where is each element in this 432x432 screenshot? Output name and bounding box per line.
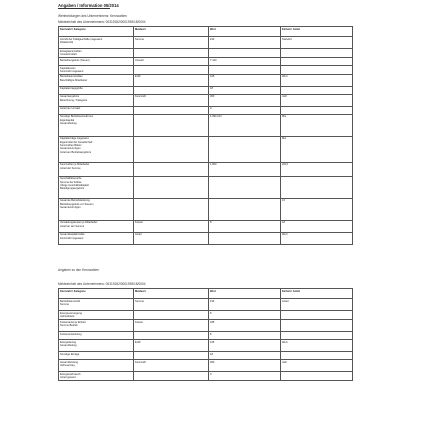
- cell-unit: Jahr: [281, 359, 353, 371]
- cell-value: 18: [209, 86, 281, 94]
- table-header-row: [59, 27, 353, 37]
- cell-label: [59, 331, 134, 339]
- table-row: [59, 57, 353, 65]
- cell-label-line: Kennzahlen Bilanz: [60, 143, 82, 147]
- cell-value: 1.903: [209, 162, 281, 176]
- column-header-einheit: Einheit / Anteil: [281, 289, 353, 299]
- cell-value: [209, 176, 281, 198]
- cell-type: [134, 49, 209, 58]
- cell-label-line: Berechnung / Kategorie: [60, 98, 88, 102]
- cell-label: [59, 37, 134, 49]
- table-row: [59, 319, 353, 331]
- cell-type: [134, 311, 209, 320]
- cell-label: [59, 106, 134, 114]
- cell-label-line: Eigenkapital: [60, 118, 75, 122]
- cell-label: [59, 232, 134, 244]
- cell-label-line: Betriebskennzahlen: [60, 75, 83, 79]
- cell-label: [59, 371, 134, 380]
- cell-type: [134, 106, 209, 114]
- cell-label-line: Gesamtbetrag: [60, 343, 77, 347]
- cell-type: [134, 86, 209, 94]
- document-title: Angaben / Information 05/2014: [58, 3, 119, 8]
- column-header-kennzahl: Kennzahl / Kategorie: [59, 27, 134, 37]
- table-row: [59, 136, 353, 162]
- cell-label-line: Gesamte Betriebsleistung: [60, 199, 90, 203]
- cell-label-line: Kapitalertragsgröße: [60, 87, 83, 91]
- cell-type: Anteil: [134, 232, 209, 244]
- cell-label: [59, 94, 134, 106]
- cell-value: [209, 65, 281, 74]
- cell-type: Kennzahl: [134, 359, 209, 371]
- cell-unit: [281, 106, 353, 114]
- cell-value: 7.410: [209, 57, 281, 65]
- cell-label: [59, 86, 134, 94]
- cell-label-line: Jahresbilanz: [60, 315, 75, 319]
- data-table-2: [58, 288, 353, 381]
- data-table-1: [58, 26, 353, 245]
- cell-type: Umsatz: [134, 57, 209, 65]
- cell-label-line: Sonstige Betriebseinnahmen: [60, 115, 94, 119]
- cell-unit: Wert: [281, 74, 353, 86]
- cell-label-line: Summe der Erlöse: [60, 180, 82, 184]
- cell-label: [59, 57, 134, 65]
- cell-type: [134, 114, 209, 136]
- cell-type: [134, 198, 209, 220]
- cell-label: [59, 359, 134, 371]
- cell-unit: [281, 57, 353, 65]
- cell-label: [59, 299, 134, 311]
- cell-value: 193: [209, 299, 281, 311]
- cell-label-line: Gesamtkapitalrendite: [60, 233, 85, 237]
- table-row: [59, 94, 353, 106]
- table-row: [59, 65, 353, 74]
- table-row: [59, 371, 353, 380]
- cell-label-line: Kennzahlen je Mitarbeiter: [60, 163, 90, 167]
- cell-value: 0: [209, 371, 281, 380]
- cell-label-line: Energieverbrauch: [60, 372, 81, 376]
- table-row: [59, 351, 353, 359]
- cell-label: [59, 339, 134, 351]
- cell-label-line: Kapitalkosten: [60, 66, 76, 70]
- cell-label-line: Betriebsergebnis vor Steuern: [60, 202, 94, 206]
- cell-label-line: Betriebskennzahl: [60, 299, 80, 303]
- cell-type: [134, 331, 209, 339]
- section-identifier: Meldeeinheit des Unternehmens: 00319182/0001939/18/0004: [58, 282, 146, 286]
- cell-label-line: Kapitalerträge insgesamt: [60, 137, 89, 141]
- cell-type: EUR: [134, 74, 209, 86]
- table-row: [59, 198, 353, 220]
- cell-label-line: Energiebezug: [60, 340, 77, 344]
- cell-type: Kosten: [134, 319, 209, 331]
- cell-type: Kennzahl: [134, 94, 209, 106]
- table-row: [59, 359, 353, 371]
- cell-unit: Anteil: [281, 299, 353, 311]
- cell-label-line: Betriebsergebnis (Steuer): [60, 58, 90, 62]
- cell-label-line: Anteil am Betriebsergebnis: [60, 150, 91, 154]
- cell-label: [59, 162, 134, 176]
- table-row: [59, 49, 353, 58]
- cell-unit: Wert: [281, 339, 353, 351]
- cell-label-line: Sonstige Erträge: [60, 352, 80, 356]
- table-row: [59, 176, 353, 198]
- cell-unit: 2013: [281, 162, 353, 176]
- title-underline: [58, 8, 110, 9]
- cell-unit: Wert: [281, 232, 353, 244]
- cell-value: 8: [209, 331, 281, 339]
- cell-unit: [281, 176, 353, 198]
- cell-label: [59, 49, 134, 58]
- cell-unit: 18: [281, 220, 353, 232]
- cell-unit: Mio: [281, 114, 353, 136]
- cell-label: [59, 65, 134, 74]
- cell-label-line: Kennzahl insgesamt: [60, 69, 84, 73]
- cell-label-line: Jahresertrag: [60, 363, 75, 367]
- table-row: [59, 162, 353, 176]
- cell-label-line: Verwaltungskosten je Mitarbeiter: [60, 221, 98, 225]
- cell-label-line: Anteil am Umsatz: [60, 107, 81, 111]
- table-row: [59, 37, 353, 49]
- cell-value: 8: [209, 220, 281, 232]
- cell-unit: [281, 311, 353, 320]
- cell-unit: [281, 86, 353, 94]
- cell-label-line: Geschäftsbereiche: [60, 177, 82, 181]
- cell-value: 360: [209, 94, 281, 106]
- column-header-wert: Wert: [209, 289, 281, 299]
- cell-type: Summe: [134, 299, 209, 311]
- document-identifier: Meldeeinheit des Unternehmens: 00319182/0001939/18/0004: [58, 20, 146, 24]
- cell-unit: [281, 371, 353, 380]
- cell-value: 105: [209, 74, 281, 86]
- table-row: [59, 331, 353, 339]
- cell-unit: [281, 65, 353, 74]
- cell-label-line: Übrige Geschäftstätigkeit: [60, 183, 89, 187]
- cell-label-line: Anteil gesamt: [60, 375, 76, 379]
- table-row: [59, 232, 353, 244]
- cell-value: 105: [209, 339, 281, 351]
- cell-label-line: Ertragskennzahlen: [60, 49, 82, 53]
- cell-label: [59, 114, 134, 136]
- cell-value: 0: [209, 106, 281, 114]
- cell-value: [209, 49, 281, 58]
- cell-label-line: Kennzahl insgesamt: [60, 236, 84, 240]
- cell-label-line: Beteiligungsergebnis: [60, 187, 85, 191]
- cell-value: [209, 136, 281, 162]
- cell-type: Summe: [134, 37, 209, 49]
- cell-label: [59, 176, 134, 198]
- cell-type: [134, 136, 209, 162]
- cell-unit: 10: [281, 198, 353, 220]
- cell-value: 18: [209, 351, 281, 359]
- cell-value: [209, 198, 281, 220]
- cell-unit: [281, 49, 353, 58]
- cell-value: 360: [209, 359, 281, 371]
- cell-value: 8: [209, 311, 281, 320]
- cell-label: [59, 74, 134, 86]
- table-row: [59, 74, 353, 86]
- cell-unit: [281, 319, 353, 331]
- cell-label: [59, 351, 134, 359]
- cell-value: 185: [209, 319, 281, 331]
- column-header-einheit: Einheit / Anteil: [281, 27, 353, 37]
- cell-label-line: Energieversorgung: [60, 311, 82, 315]
- table-row: [59, 299, 353, 311]
- cell-unit: Standort: [281, 37, 353, 49]
- cell-label-line: Beschäftigte Mitarbeiter: [60, 78, 88, 82]
- cell-type: [134, 65, 209, 74]
- cell-type: Kosten: [134, 220, 209, 232]
- cell-label: [59, 136, 134, 162]
- cell-type: EUR: [134, 339, 209, 351]
- cell-label: [59, 311, 134, 320]
- cell-label: [59, 220, 134, 232]
- section-heading: Angaben zu den Kennzahlen: [58, 268, 99, 272]
- cell-label-line: Filialanzahl: [60, 41, 73, 45]
- column-header-wert: Wert: [209, 27, 281, 37]
- cell-label-line: Summe: [60, 303, 69, 307]
- cell-label-line: Gesamtleistung: [60, 360, 79, 364]
- cell-type: [134, 371, 209, 380]
- table-row: [59, 114, 353, 136]
- column-header-meldeart: Meldeart: [134, 289, 209, 299]
- table-row: [59, 106, 353, 114]
- cell-unit: Mio: [281, 136, 353, 162]
- cell-type: [134, 162, 209, 176]
- cell-label-line: Gesamtvermögen: [60, 205, 81, 209]
- cell-label-line: Anteil an der Summe: [60, 224, 85, 228]
- cell-type: [134, 351, 209, 359]
- table-row: [59, 311, 353, 320]
- column-header-meldeart: Meldeart: [134, 27, 209, 37]
- cell-label: [59, 319, 134, 331]
- table-row: [59, 339, 353, 351]
- cell-value: 193: [209, 37, 281, 49]
- cell-label-line: Umsatzmodell: [60, 53, 77, 57]
- cell-label-line: Eigenmittel der Gesellschaft: [60, 140, 93, 144]
- cell-label-line: Kostenentwicklung: [60, 332, 82, 336]
- column-header-kennzahl: Kennzahl / Kategorie: [59, 289, 134, 299]
- document-subtitle: Wertmeldungen des Unternehmens: Kennzahlen: [58, 14, 127, 18]
- table-header-row: [59, 289, 353, 299]
- table-row: [59, 86, 353, 94]
- cell-label-line: Gesamtergebnis: [60, 95, 80, 99]
- cell-label-line: Anzahl der Filialgeschäfte insgesamt: [60, 37, 103, 41]
- cell-type: [134, 176, 209, 198]
- cell-label-line: Summe Betrieb: [60, 323, 78, 327]
- cell-label-line: Kostenanteil je Einheit: [60, 320, 86, 324]
- cell-label-line: Gesamtvermögen: [60, 147, 81, 151]
- table-row: [59, 220, 353, 232]
- cell-value: 1.093.213: [209, 114, 281, 136]
- cell-unit: Jahr: [281, 94, 353, 106]
- cell-label: [59, 198, 134, 220]
- cell-label-line: Anteil der Summe: [60, 166, 81, 170]
- cell-label-line: Gesamtbetrag: [60, 121, 77, 125]
- cell-unit: [281, 351, 353, 359]
- cell-value: [209, 232, 281, 244]
- cell-unit: [281, 331, 353, 339]
